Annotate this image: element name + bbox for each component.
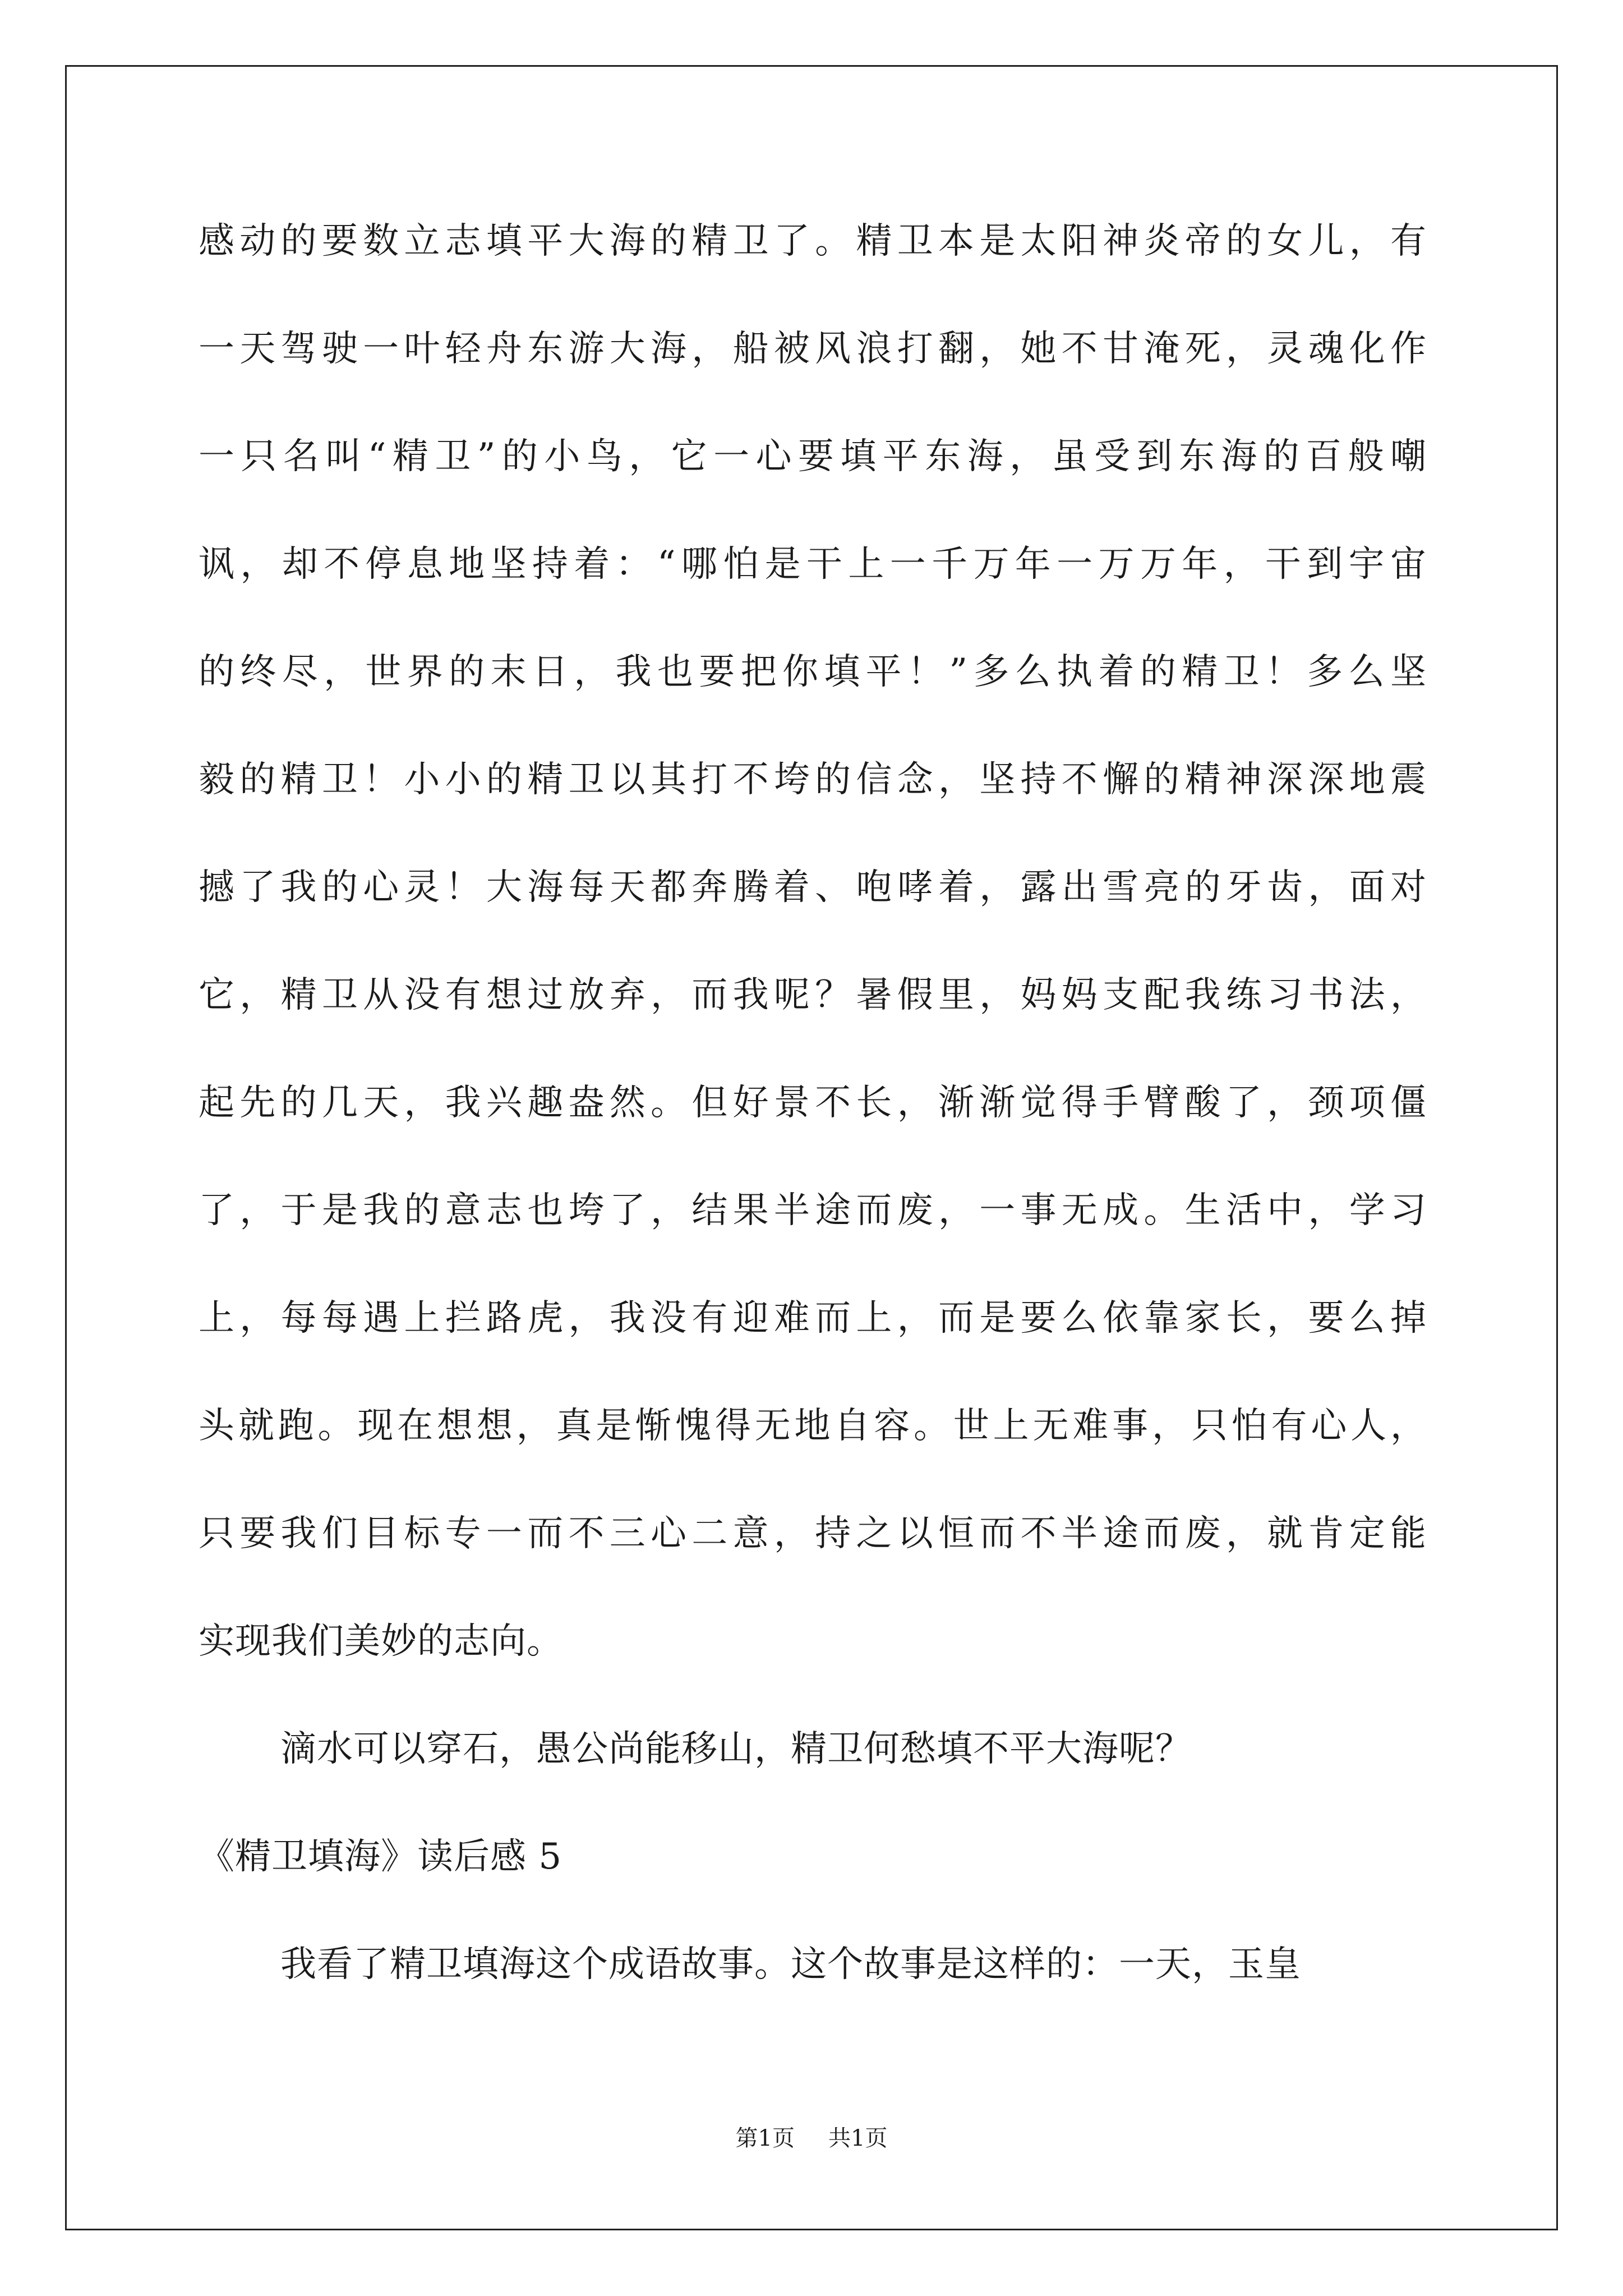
page-footer xyxy=(0,2120,1623,2152)
paragraph-line: 头就跑。现在想想，真是惭愧得无地自容。世上无难事，只怕有心人， xyxy=(199,1405,1427,1447)
paragraph-line: 感动的要数立志填平大海的精卫了。精卫本是太阳神炎帝的女儿，有 xyxy=(199,220,1427,262)
paragraph-line: 一天驾驶一叶轻舟东游大海，船被风浪打翻，她不甘淹死，灵魂化作 xyxy=(199,328,1427,370)
page-number: 第1页 xyxy=(735,2125,795,2151)
page-total: 共1页 xyxy=(828,2125,888,2151)
paragraph-line: 上，每每遇上拦路虎，我没有迎难而上，而是要么依靠家长，要么掉 xyxy=(199,1297,1427,1339)
paragraph-line: 一只名叫“精卫”的小鸟，它一心要填平东海，虽受到东海的百般嘲 xyxy=(199,436,1427,477)
paragraph-line: 起先的几天，我兴趣盎然。但好景不长，渐渐觉得手臂酸了，颈项僵 xyxy=(199,1082,1427,1124)
document-body xyxy=(199,219,1427,2050)
section-title: 《精卫填海》读后感 5 xyxy=(199,1836,562,1878)
paragraph-line: 讽，却不停息地坚持着：“哪怕是干上一千万年一万万年，干到宇宙 xyxy=(199,544,1427,585)
paragraph-line: 我看了精卫填海这个成语故事。这个故事是这样的：一天，玉皇 xyxy=(280,1944,1301,1985)
paragraph-line: 实现我们美妙的志向。 xyxy=(199,1621,563,1662)
paragraph-line: 毅的精卫！小小的精卫以其打不垮的信念，坚持不懈的精神深深地震 xyxy=(199,759,1427,800)
paragraph-line: 只要我们目标专一而不三心二意，持之以恒而不半途而废，就肯定能 xyxy=(199,1513,1427,1554)
paragraph-line: 的终尽，世界的末日，我也要把你填平！”多么执着的精卫！多么坚 xyxy=(199,651,1427,693)
paragraph-line: 撼了我的心灵！大海每天都奔腾着、咆哮着，露出雪亮的牙齿，面对 xyxy=(199,867,1427,908)
paragraph-line: 它，精卫从没有想过放弃，而我呢？暑假里，妈妈支配我练习书法， xyxy=(199,974,1427,1016)
paragraph-line: 了，于是我的意志也垮了，结果半途而废，一事无成。生活中，学习 xyxy=(199,1190,1427,1231)
paragraph-line: 滴水可以穿石，愚公尚能移山，精卫何愁填不平大海呢？ xyxy=(280,1728,1192,1770)
